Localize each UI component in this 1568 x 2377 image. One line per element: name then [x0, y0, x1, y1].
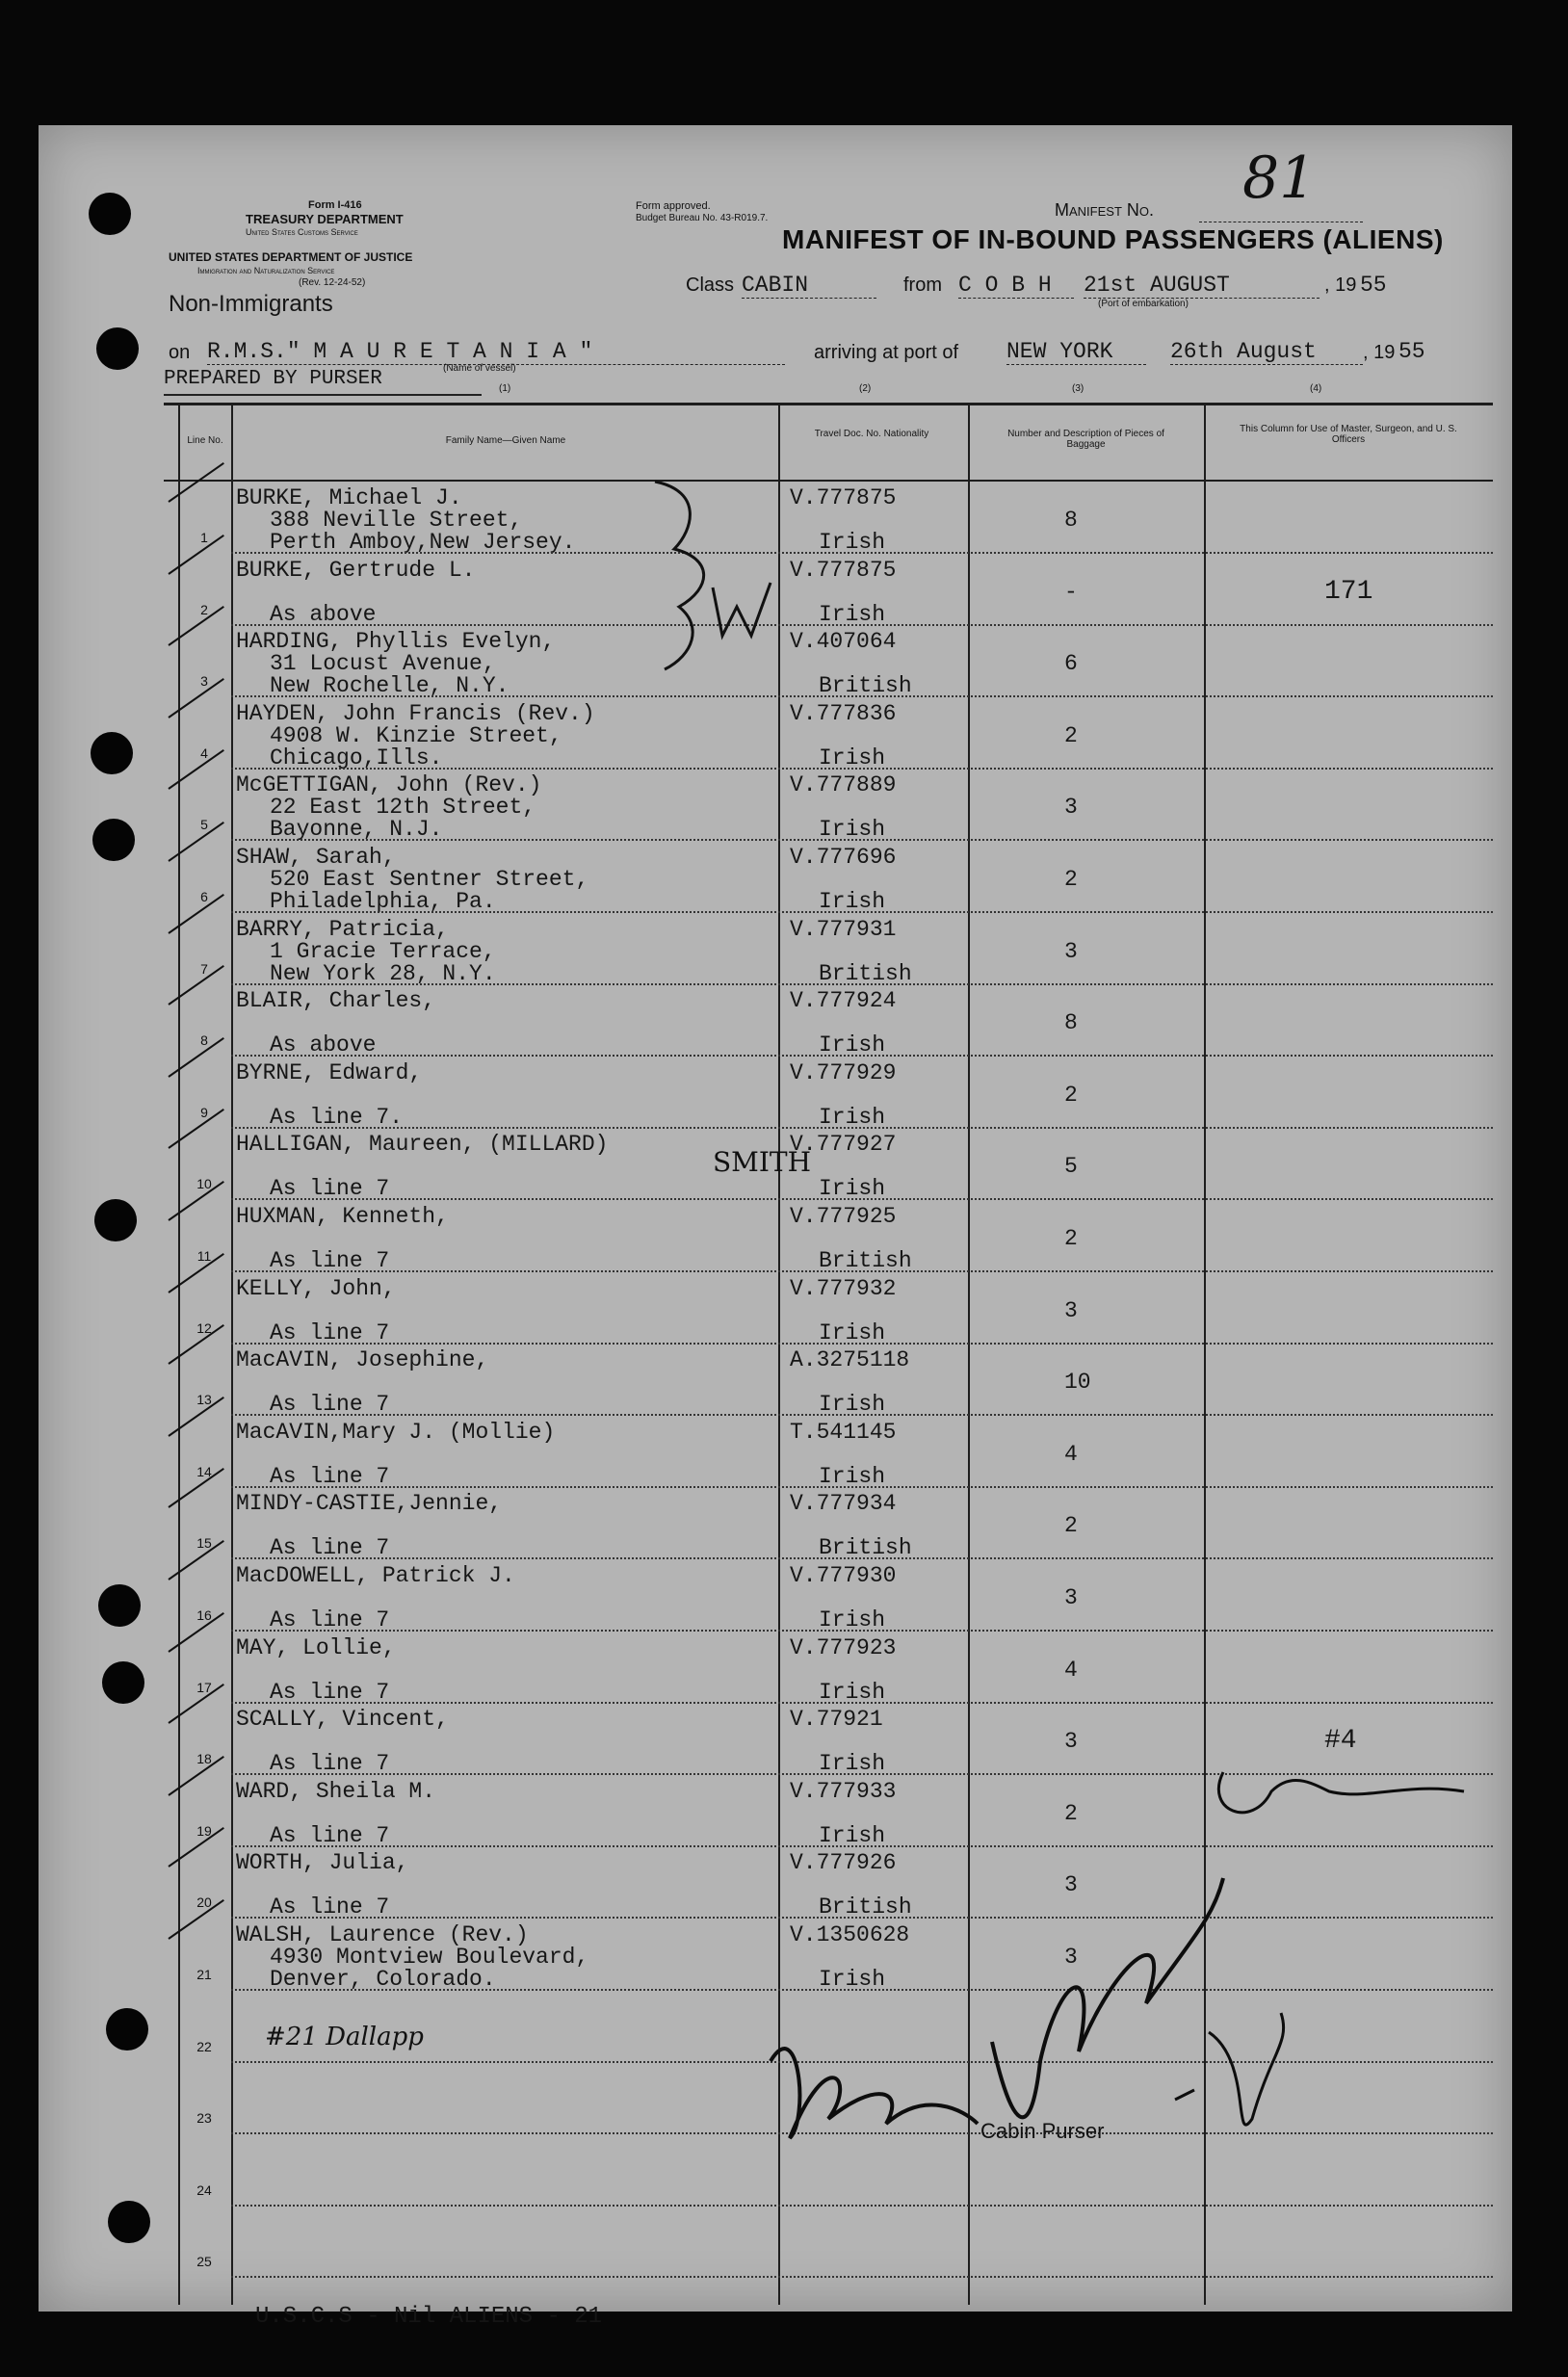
nationality: British — [819, 1894, 912, 1920]
passenger-name: BARRY, Patricia, — [236, 916, 449, 942]
prepared-by-purser: PREPARED BY PURSER — [164, 368, 382, 390]
row-separator — [231, 1343, 1493, 1345]
line-no-divider — [231, 403, 233, 2305]
officer-note: #4 — [1324, 1726, 1357, 1757]
passenger-name: BURKE, Gertrude L. — [236, 557, 476, 583]
passenger-name: HARDING, Phyllis Evelyn, — [236, 629, 556, 655]
name-doc-divider — [778, 403, 780, 2305]
passenger-address-line2: As line 7 — [270, 1679, 390, 1705]
travel-document-number: V.777930 — [790, 1563, 897, 1588]
row-separator — [231, 1773, 1493, 1776]
from-year: 55 — [1360, 273, 1387, 298]
passenger-name: MINDY-CASTIE,Jennie, — [236, 1491, 503, 1517]
travel-document-number: T.541145 — [790, 1419, 897, 1445]
travel-document-number: A.3275118 — [790, 1347, 910, 1373]
column-number-1: (1) — [499, 383, 511, 394]
punch-hole — [91, 732, 133, 774]
nationality: Irish — [819, 1032, 886, 1058]
line-number: 10 — [196, 1176, 212, 1192]
line-number: 14 — [196, 1463, 212, 1479]
bag-officer-divider — [1204, 403, 1206, 2305]
vessel-name: R.M.S." M A U R E T A N I A " — [207, 339, 785, 365]
nationality: Irish — [819, 817, 886, 843]
arrival-year-prefix: , 19 — [1363, 342, 1396, 363]
row-separator — [231, 839, 1493, 842]
line-number: 1 — [200, 530, 208, 545]
passenger-address-line1: 22 East 12th Street, — [270, 795, 536, 821]
travel-document-number: V.777924 — [790, 988, 897, 1014]
passenger-name: MacAVIN,Mary J. (Mollie) — [236, 1419, 556, 1445]
baggage-count: 3 — [1064, 1872, 1078, 1898]
cabin-purser-label: Cabin Purser — [980, 2119, 1105, 2143]
row-separator — [231, 624, 1493, 627]
nationality: Irish — [819, 1176, 886, 1202]
baggage-count: 10 — [1064, 1370, 1091, 1396]
form-number: Form I-416 — [308, 199, 362, 211]
baggage-count: - — [1064, 579, 1078, 605]
passenger-name: HALLIGAN, Maureen, (MILLARD) — [236, 1132, 609, 1158]
passenger-address-line2: As above — [270, 601, 377, 627]
line-number: 24 — [196, 2181, 212, 2198]
officer-note: 171 — [1324, 576, 1373, 607]
line-number: 20 — [196, 1894, 212, 1911]
line-number: 21 — [196, 1967, 212, 1982]
travel-document-number: V.77921 — [790, 1707, 883, 1733]
passenger-address-line2: As line 7 — [270, 1463, 390, 1489]
footer-stamp: U.S.C.S - Nil ALIENS - 21 — [255, 2304, 603, 2330]
travel-document-number: V.777927 — [790, 1132, 897, 1158]
line-number: 3 — [200, 673, 208, 690]
treasury-department: TREASURY DEPARTMENT — [246, 212, 404, 226]
table-header-bottom-line — [164, 480, 1493, 482]
passenger-address-line2: Philadelphia, Pa. — [270, 889, 496, 914]
nationality: Irish — [819, 1319, 886, 1345]
travel-document-number: V.777875 — [790, 557, 897, 583]
passenger-address-line2: As above — [270, 1032, 377, 1058]
travel-document-number: V.777875 — [790, 485, 897, 510]
initials-mark — [713, 583, 771, 636]
column-number-2: (2) — [859, 383, 872, 394]
travel-document-number: V.777931 — [790, 916, 897, 942]
nationality: Irish — [819, 1679, 886, 1705]
passenger-name: MacAVIN, Josephine, — [236, 1347, 489, 1373]
clearance-signature — [1218, 1772, 1464, 1813]
nationality: British — [819, 960, 912, 986]
row21-annotation: #21 Dallapp — [265, 2023, 424, 2051]
line-number: 15 — [196, 1535, 212, 1552]
nationality: Irish — [819, 744, 886, 771]
travel-document-number: V.1350628 — [790, 1922, 910, 1947]
row-separator — [231, 1414, 1493, 1417]
passenger-address-line2: As line 7 — [270, 1319, 390, 1345]
baggage-count: 3 — [1064, 1945, 1078, 1970]
budget-bureau: Budget Bureau No. 43-R019.7. — [636, 213, 769, 223]
punch-hole — [96, 327, 139, 370]
passenger-name: WARD, Sheila M. — [236, 1778, 436, 1804]
line-number: 23 — [196, 2110, 212, 2127]
passenger-address-line1: 31 Locust Avenue, — [270, 651, 496, 677]
nationality: British — [819, 1535, 912, 1561]
date-scribble — [1175, 2013, 1284, 2125]
class-label: Class — [686, 274, 735, 296]
row-separator — [231, 1198, 1493, 1201]
prepared-by-underline — [164, 394, 482, 396]
passenger-address-line2: As line 7 — [270, 1392, 390, 1418]
nationality: Irish — [819, 530, 886, 555]
passenger-name: BLAIR, Charles, — [236, 988, 436, 1014]
row-separator — [231, 2132, 1493, 2135]
row-separator — [231, 2205, 1493, 2207]
passenger-name: KELLY, John, — [236, 1275, 396, 1301]
column-header-officers: This Column for Use of Master, Surgeon, and U. S. Officers — [1240, 424, 1457, 445]
nationality: Irish — [819, 1822, 886, 1848]
column-header-travel-doc: Travel Doc. No. Nationality — [814, 429, 929, 439]
customs-service: United States Customs Service — [246, 227, 358, 237]
punch-hole — [94, 1199, 137, 1241]
row-separator — [231, 1702, 1493, 1705]
passenger-address-line1: 4930 Montview Boulevard, — [270, 1945, 589, 1970]
baggage-count: 3 — [1064, 1297, 1078, 1323]
line-number: 12 — [196, 1319, 212, 1336]
passenger-name: SCALLY, Vincent, — [236, 1707, 449, 1733]
passenger-address-line2: As line 7 — [270, 1535, 390, 1561]
passenger-name: SHAW, Sarah, — [236, 845, 396, 870]
passenger-address-line2: Bayonne, N.J. — [270, 817, 443, 843]
punch-hole — [108, 2201, 150, 2243]
column-header-line-no: Line No. — [187, 435, 223, 446]
passenger-address-line1: 520 East Sentner Street, — [270, 867, 589, 892]
baggage-count: 3 — [1064, 938, 1078, 964]
on-label: on — [169, 342, 191, 363]
passenger-address-line2: As line 7 — [270, 1248, 390, 1273]
officer-signature — [992, 1878, 1223, 2117]
travel-document-number: V.777923 — [790, 1634, 897, 1660]
form-approved: Form approved. — [636, 200, 711, 212]
from-label: from — [903, 274, 942, 296]
nationality: British — [819, 1248, 912, 1273]
line-number: 9 — [200, 1104, 208, 1120]
travel-document-number: V.777932 — [790, 1275, 897, 1301]
baggage-count: 2 — [1064, 867, 1078, 892]
passenger-name: HAYDEN, John Francis (Rev.) — [236, 700, 595, 726]
column-number-3: (3) — [1072, 383, 1085, 394]
passenger-name: BYRNE, Edward, — [236, 1059, 423, 1085]
passenger-address-line2: As line 7. — [270, 1104, 404, 1130]
vessel-caption: (Name of vessel) — [443, 363, 516, 374]
line-number: 25 — [196, 2254, 212, 2270]
punch-hole — [106, 2008, 148, 2050]
baggage-count: 2 — [1064, 1226, 1078, 1251]
line-number: 4 — [200, 744, 208, 761]
nationality: Irish — [819, 1104, 886, 1130]
baggage-count: 6 — [1064, 651, 1078, 677]
travel-document-number: V.777929 — [790, 1059, 897, 1085]
line-number: 7 — [200, 960, 208, 977]
passenger-name: HUXMAN, Kenneth, — [236, 1204, 449, 1229]
punch-hole — [102, 1661, 144, 1704]
passenger-name: BURKE, Michael J. — [236, 485, 462, 510]
travel-document-number: V.777926 — [790, 1850, 897, 1876]
arrival-year: 55 — [1398, 339, 1425, 364]
manifest-title: MANIFEST OF IN-BOUND PASSENGERS (ALIENS) — [782, 224, 1444, 254]
row-separator — [231, 1630, 1493, 1633]
passenger-address-line2: As line 7 — [270, 1607, 390, 1633]
column-number-4: (4) — [1310, 383, 1322, 394]
arriving-label: arriving at port of — [814, 342, 959, 363]
check-mark — [168, 462, 223, 503]
baggage-count: 8 — [1064, 1010, 1078, 1036]
baggage-count: 5 — [1064, 1154, 1078, 1180]
passenger-address-line2: Perth Amboy,New Jersey. — [270, 530, 576, 555]
baggage-count: 3 — [1064, 1585, 1078, 1610]
passenger-name: WORTH, Julia, — [236, 1850, 409, 1876]
from-date: 21st AUGUST — [1084, 273, 1320, 299]
passenger-address-line2: As line 7 — [270, 1894, 390, 1920]
row-separator — [231, 911, 1493, 914]
category-stamp: Non-Immigrants — [169, 291, 333, 317]
travel-document-number: V.777925 — [790, 1204, 897, 1229]
punch-hole — [89, 193, 131, 235]
nationality: Irish — [819, 1607, 886, 1633]
row-separator — [231, 2061, 1493, 2064]
row-separator — [231, 1127, 1493, 1130]
line-number: 18 — [196, 1751, 212, 1767]
row-separator — [231, 1989, 1493, 1992]
punch-hole — [98, 1584, 141, 1627]
row-separator — [231, 1270, 1493, 1273]
column-header-baggage: Number and Description of Pieces of Baggage — [1007, 429, 1164, 450]
arrival-port: NEW YORK — [1006, 339, 1146, 365]
travel-document-number: V.777889 — [790, 772, 897, 798]
passenger-address-line2: New Rochelle, N.Y. — [270, 673, 510, 699]
manifest-label: Manifest No. — [1055, 200, 1155, 220]
passenger-address-line1: 4908 W. Kinzie Street, — [270, 722, 562, 748]
baggage-count: 2 — [1064, 1513, 1078, 1539]
smith-annotation: SMITH — [713, 1146, 812, 1178]
baggage-count: 2 — [1064, 1082, 1078, 1108]
travel-document-number: V.777696 — [790, 845, 897, 870]
row-separator — [231, 1845, 1493, 1848]
justice-department: UNITED STATES DEPARTMENT OF JUSTICE — [169, 250, 413, 264]
line-number: 2 — [200, 601, 208, 617]
from-year-prefix: , 19 — [1324, 274, 1357, 296]
row-separator — [231, 1486, 1493, 1489]
row-separator — [231, 1917, 1493, 1920]
passenger-address-line1: 388 Neville Street, — [270, 508, 523, 533]
row-separator — [231, 695, 1493, 698]
baggage-count: 4 — [1064, 1657, 1078, 1683]
manifest-page — [39, 125, 1512, 2330]
travel-document-number: V.777933 — [790, 1778, 897, 1804]
doc-bag-divider — [968, 403, 970, 2305]
nationality: Irish — [819, 1463, 886, 1489]
passenger-address-line2: As line 7 — [270, 1176, 390, 1202]
row-separator — [231, 768, 1493, 771]
nationality: Irish — [819, 601, 886, 627]
nationality: Irish — [819, 1967, 886, 1992]
table-top-line — [164, 403, 1493, 405]
passenger-address-line2: As line 7 — [270, 1751, 390, 1777]
line-number: 6 — [200, 889, 208, 904]
row-separator — [231, 1055, 1493, 1058]
nationality: Irish — [819, 889, 886, 914]
line-number: 17 — [196, 1679, 212, 1695]
passenger-name: MacDOWELL, Patrick J. — [236, 1563, 515, 1588]
travel-document-number: V.777836 — [790, 700, 897, 726]
line-number: 19 — [196, 1822, 212, 1839]
nationality: Irish — [819, 1392, 886, 1418]
line-number: 22 — [196, 2038, 212, 2054]
nationality: British — [819, 673, 912, 699]
line-number: 16 — [196, 1607, 212, 1623]
travel-document-number: V.777934 — [790, 1491, 897, 1517]
passenger-name: McGETTIGAN, John (Rev.) — [236, 772, 542, 798]
from-port: C O B H — [958, 273, 1074, 299]
column-header-name: Family Name—Given Name — [445, 435, 566, 446]
class-value: CABIN — [742, 273, 876, 299]
baggage-count: 3 — [1064, 795, 1078, 821]
passenger-name: MAY, Lollie, — [236, 1634, 396, 1660]
punch-hole — [92, 819, 135, 861]
baggage-count: 4 — [1064, 1441, 1078, 1467]
passenger-address-line2: As line 7 — [270, 1822, 390, 1848]
travel-document-number: V.407064 — [790, 629, 897, 655]
line-number: 8 — [200, 1032, 208, 1049]
passenger-address-line2: Denver, Colorado. — [270, 1967, 496, 1992]
row-separator — [231, 552, 1493, 555]
passenger-name: WALSH, Laurence (Rev.) — [236, 1922, 529, 1947]
arrival-date: 26th August — [1170, 339, 1363, 365]
line-number: 5 — [200, 817, 208, 833]
line-number: 11 — [196, 1248, 212, 1264]
row-separator — [231, 983, 1493, 986]
passenger-address-line2: New York 28, N.Y. — [270, 960, 496, 986]
manifest-number: 81 — [1242, 144, 1317, 212]
row-separator — [231, 2276, 1493, 2279]
revision-date: (Rev. 12-24-52) — [299, 277, 366, 288]
immigration-service: Immigration and Naturalization Service — [197, 266, 335, 275]
nationality: Irish — [819, 1751, 886, 1777]
port-embarkation-caption: (Port of embarkation) — [1098, 299, 1189, 309]
line-number: 13 — [196, 1392, 212, 1408]
baggage-count: 2 — [1064, 722, 1078, 748]
passenger-address-line2: Chicago,Ills. — [270, 744, 443, 771]
baggage-count: 3 — [1064, 1729, 1078, 1755]
brace-mark — [655, 482, 704, 669]
passenger-address-line1: 1 Gracie Terrace, — [270, 938, 496, 964]
baggage-count: 2 — [1064, 1800, 1078, 1826]
row-separator — [231, 1557, 1493, 1560]
baggage-count: 8 — [1064, 508, 1078, 533]
